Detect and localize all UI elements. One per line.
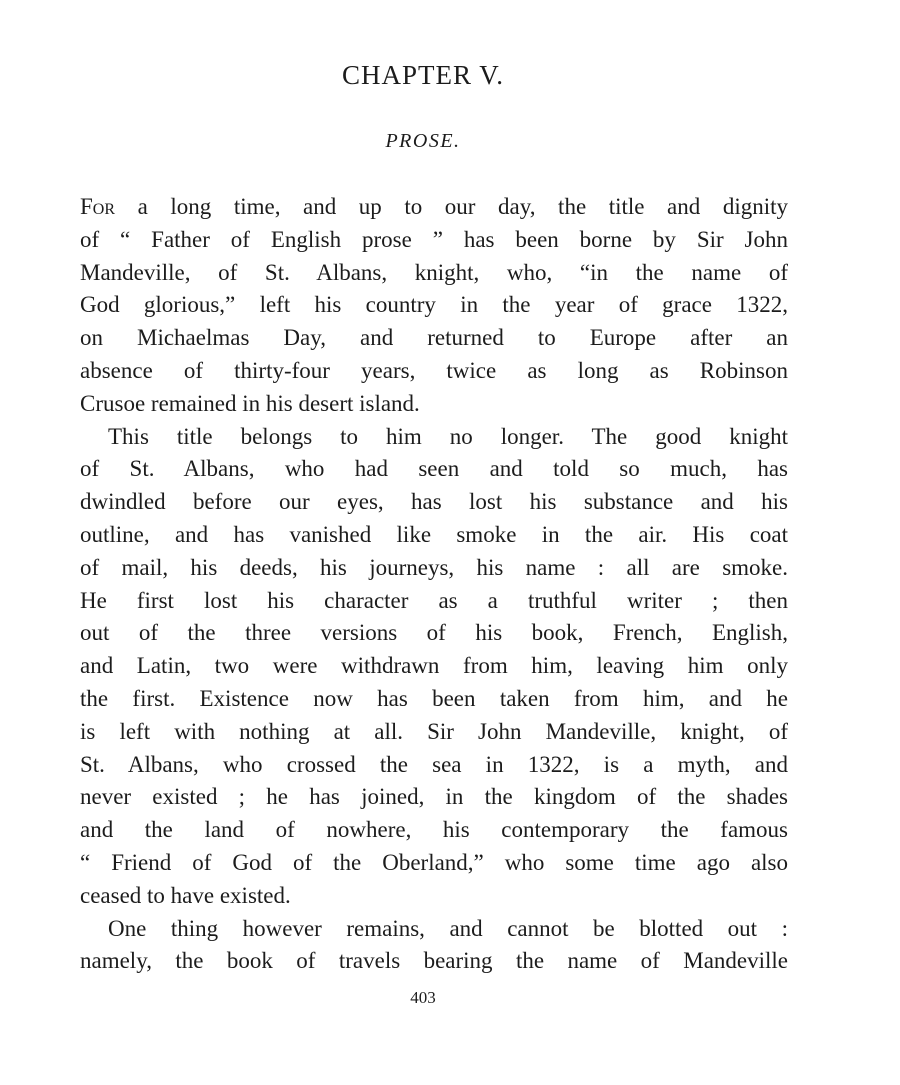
text-line: and Latin, two were withdrawn from him, leaving him only [80, 653, 788, 679]
text-line: God glorious,” left his country in the year of grace 1322, [80, 292, 788, 318]
text-line: St. Albans, who crossed the sea in 1322, is a myth, and [80, 751, 788, 777]
paragraph-1 [80, 191, 788, 421]
text-line: Crusoe remained in his desert island. [80, 390, 420, 416]
page-number: 403 [410, 988, 436, 1007]
text-line: He first lost his character as a truthful writer ; then [80, 587, 788, 613]
text-line: Mandeville, of St. Albans, knight, who, “in the name of [80, 259, 788, 285]
text-line: For a long time, and up to our day, the title and dignity [80, 194, 788, 219]
body-text [80, 191, 788, 978]
text-line: out of the three versions of his book, French, English, [80, 620, 788, 646]
text-line: This title belongs to him no longer. The good knight [108, 423, 788, 449]
paragraph-2 [80, 421, 788, 913]
section-title: PROSE. [385, 130, 461, 152]
drop-word: For [80, 194, 116, 219]
text-line: never existed ; he has joined, in the kingdom of the shades [80, 784, 788, 810]
text-line: namely, the book of travels bearing the name of Mandeville [80, 948, 788, 974]
text-line: of mail, his deeds, his journeys, his name : all are smoke. [80, 554, 788, 580]
text-line: of St. Albans, who had seen and told so much, has [80, 456, 788, 482]
text-line: is left with nothing at all. Sir John Mandeville, knight, of [80, 718, 788, 744]
paragraph-3 [80, 913, 788, 979]
text-line: the first. Existence now has been taken from him, and he [80, 685, 788, 711]
chapter-heading: CHAPTER V. [341, 60, 505, 90]
text-line: outline, and has vanished like smoke in the air. His coat [80, 521, 788, 547]
text-line: absence of thirty-four years, twice as long as Robinson [80, 357, 788, 383]
text-line: on Michaelmas Day, and returned to Europe after an [80, 325, 788, 351]
text-line: of “ Father of English prose ” has been borne by Sir John [80, 226, 788, 252]
text-line: dwindled before our eyes, has lost his substance and his [80, 489, 788, 515]
text-line: ceased to have existed. [80, 882, 291, 908]
text-line: and the land of nowhere, his contemporary the famous [80, 817, 788, 843]
text-line: One thing however remains, and cannot be blotted out : [108, 915, 788, 941]
text-line: “ Friend of God of the Oberland,” who some time ago also [80, 849, 788, 875]
